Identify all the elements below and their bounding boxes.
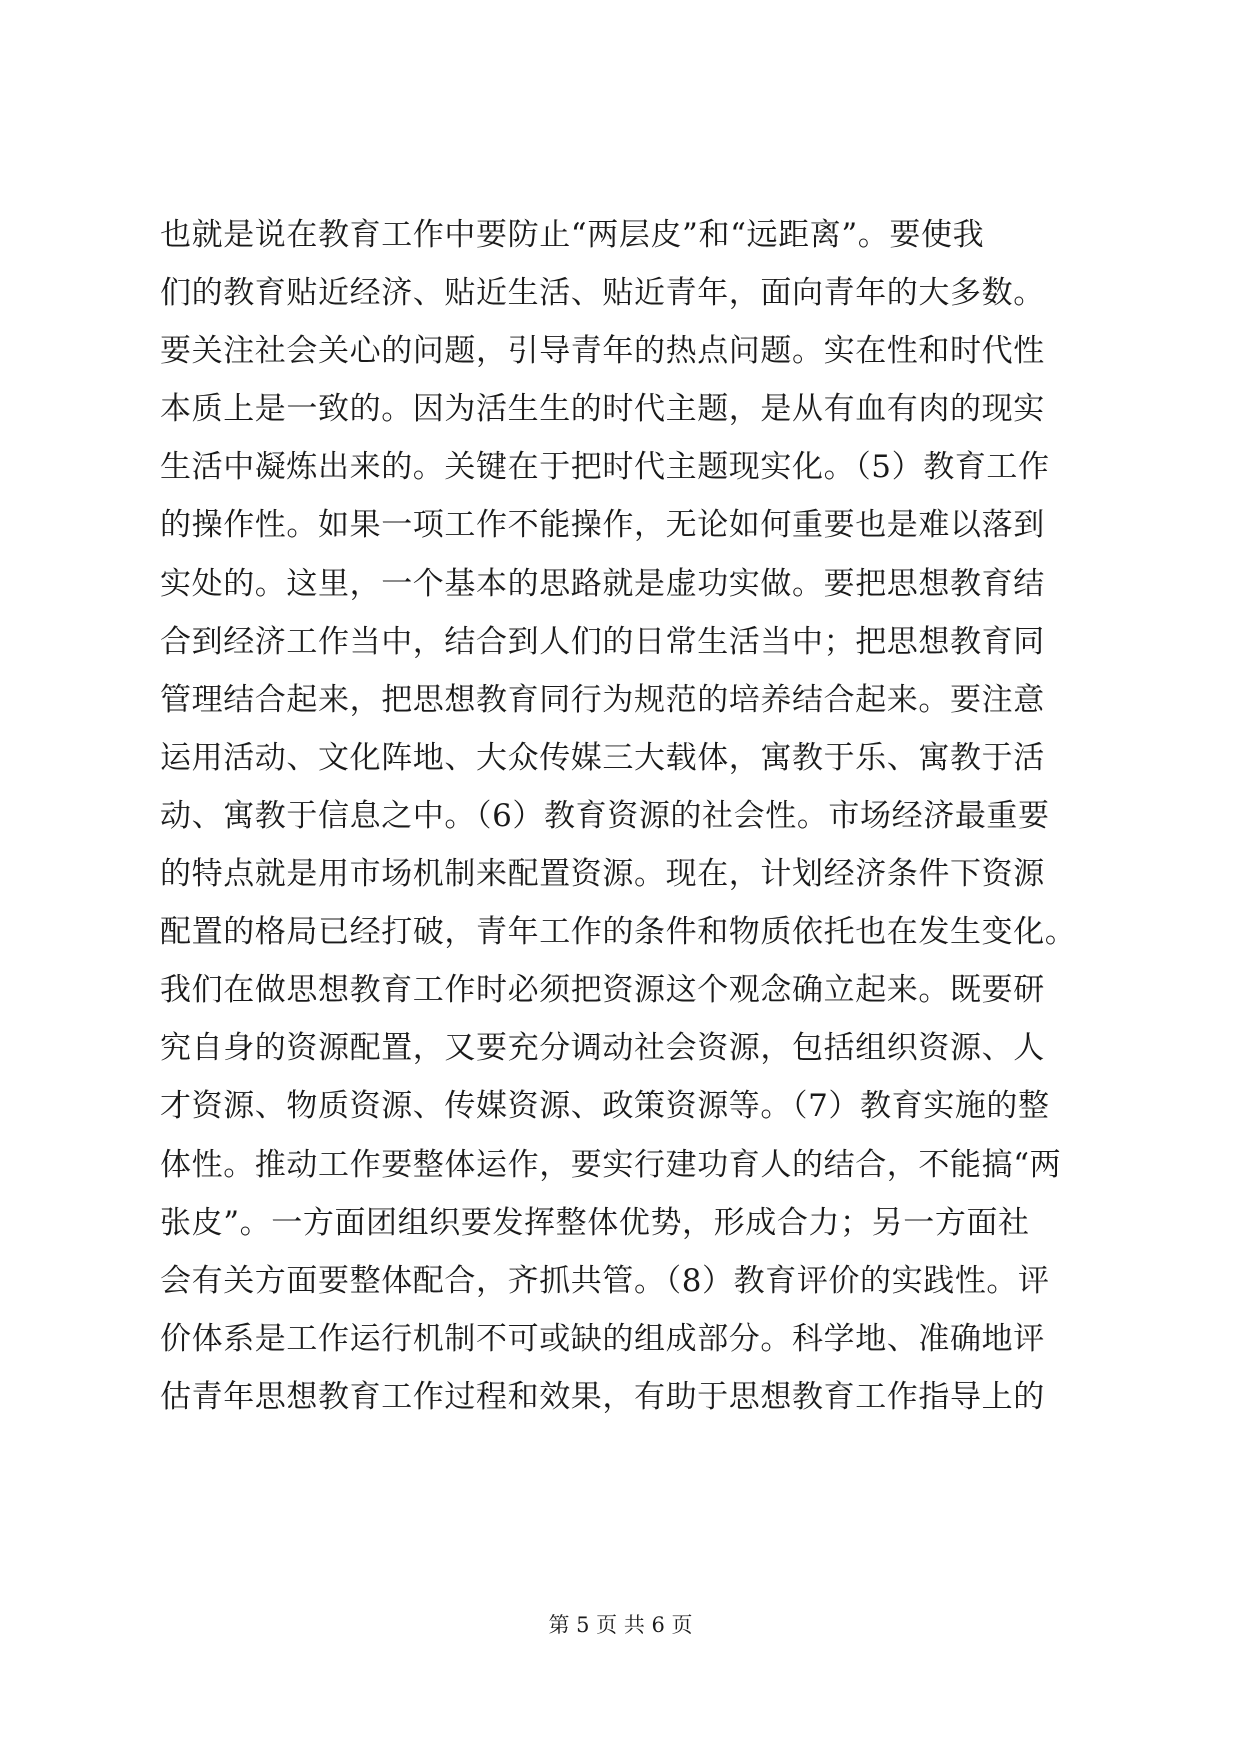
text-line: 要关注社会关心的问题，引导青年的热点问题。实在性和时代性 — [160, 333, 1045, 370]
text-line: 管理结合起来，把思想教育同行为规范的培养结合起来。要注意 — [160, 681, 1045, 718]
text-line: 的特点就是用市场机制来配置资源。现在，计划经济条件下资源 — [160, 856, 1045, 893]
text-line: 也就是说在教育工作中要防止“两层皮”和“远距离”。要使我 — [160, 217, 985, 253]
text-line: 究自身的资源配置，又要充分调动社会资源，包括组织资源、人 — [160, 1030, 1045, 1067]
text-line: 体性。推动工作要整体运作，要实行建功育人的结合，不能搞“两 — [160, 1146, 1062, 1183]
text-line: 合到经济工作当中，结合到人们的日常生活当中；把思想教育同 — [160, 623, 1045, 660]
text-line: 们的教育贴近经济、贴近生活、贴近青年，面向青年的大多数。 — [160, 275, 1045, 312]
text-line: 本质上是一致的。因为活生生的时代主题，是从有血有肉的现实 — [160, 391, 1045, 428]
text-line: 运用活动、文化阵地、大众传媒三大载体，寓教于乐、寓教于活 — [160, 739, 1045, 776]
text-line: 张皮”。一方面团组织要发挥整体优势，形成合力；另一方面社 — [160, 1204, 1030, 1241]
text-line: 生活中凝炼出来的。关键在于把时代主题现实化。（5）教育工作 — [160, 449, 1050, 486]
page-number-footer: 第 5 页 共 6 页 — [548, 1613, 693, 1637]
text-line: 动、寓教于信息之中。（6）教育资源的社会性。市场经济最重要 — [160, 797, 1050, 834]
text-line: 我们在做思想教育工作时必须把资源这个观念确立起来。既要研 — [160, 972, 1045, 1009]
text-line: 才资源、物质资源、传媒资源、政策资源等。（7）教育实施的整 — [160, 1088, 1050, 1125]
text-line: 会有关方面要整体配合，齐抓共管。（8）教育评价的实践性。评 — [160, 1262, 1050, 1299]
text-line: 的操作性。如果一项工作不能操作，无论如何重要也是难以落到 — [160, 507, 1045, 544]
text-line: 配置的格局已经打破，青年工作的条件和物质依托也在发生变化。 — [160, 914, 1077, 951]
text-line: 价体系是工作运行机制不可或缺的组成部分。科学地、准确地评 — [160, 1320, 1045, 1357]
text-line: 估青年思想教育工作过程和效果，有助于思想教育工作指导上的 — [160, 1378, 1045, 1415]
text-line: 实处的。这里，一个基本的思路就是虚功实做。要把思想教育结 — [160, 565, 1045, 602]
body-text — [160, 206, 1100, 1426]
